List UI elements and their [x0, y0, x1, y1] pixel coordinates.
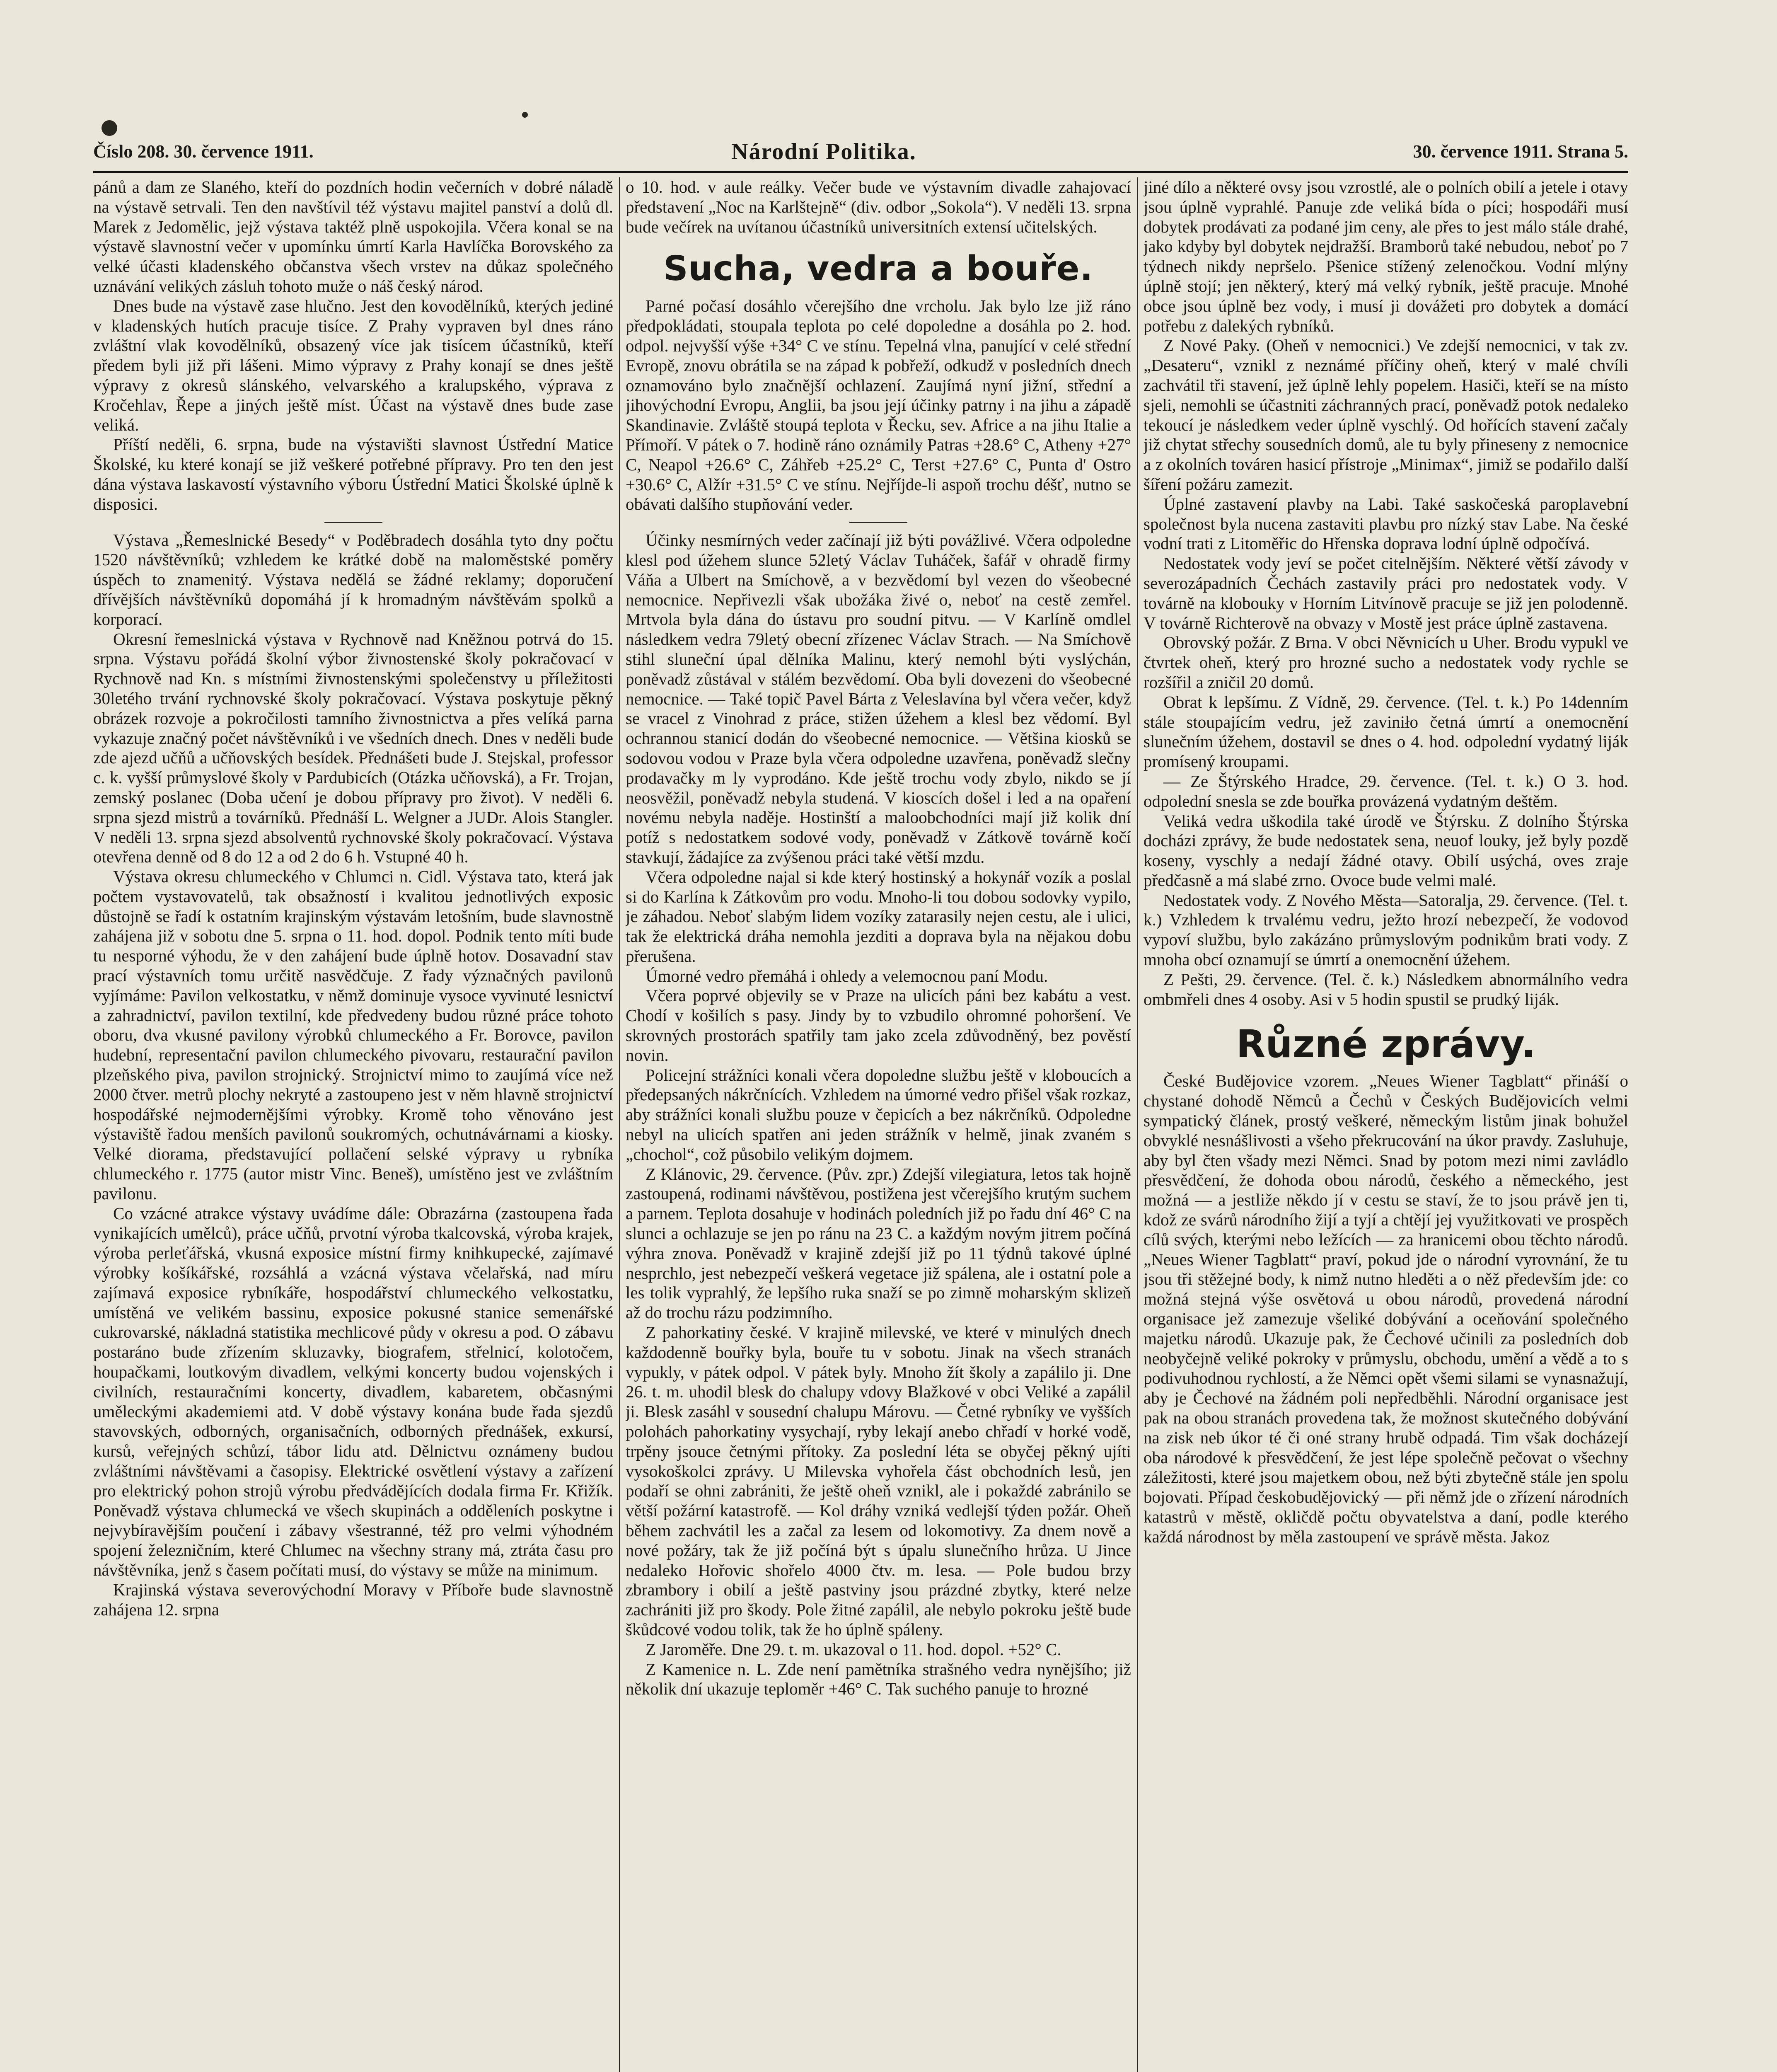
header-date-page: 30. července 1911. Strana 5. — [1413, 141, 1628, 162]
paragraph: Z Kamenice n. L. Zde není pamětníka strašného vedra nynějšího; již několik dní ukazuje teploměr +46° C. Tak suchého panuje to hrozné — [626, 1659, 1131, 1699]
paragraph: Nedostatek vody. Z Nového Města—Satoralja, 29. července. (Tel. t. k.) Vzhledem k trvalému vedru, ježto hrozí nebezpečí, že vodovod vypoví službu, bylo zakázáno průmyslovým podnikům brati vody. Z mnoha obcí oznamují se úmrtí a onemocnění úžehem. — [1144, 890, 1628, 969]
header-rule — [93, 171, 1628, 173]
paragraph: Obrovský požár. Z Brna. V obci Něvnicích u Uher. Brodu vypukl ve čtvrtek oheň, který pro hrozné sucho a nedostatek vody rychle se rozšířil a zničil 20 domů. — [1144, 633, 1628, 692]
section-heading-sucha: Sucha, vedra a bouře. — [663, 249, 1093, 289]
paragraph: Dnes bude na výstavě zase hlučno. Jest den kovodělníků, kterých jediné v kladenských hutích pracuje tisíce. Z Prahy vypraven byl dnes ráno zvláštní vlak kovodělníků, obsazený více jak tisícem účastníků, kteří předem byli již při lášeni. Mimo výpravy z Prahy konají se dnes ještě výpravy z okresů slánského, velvarského a kralupského, výprava z Kročehlav, Řepe a jiných ještě míst. Účast na výstavě dnes bude zase veliká. — [93, 296, 613, 434]
paragraph: Z Jaroměře. Dne 29. t. m. ukazoval o 11. hod. dopol. +52° C. — [646, 1639, 1061, 1659]
paragraph: Z Klánovic, 29. července. (Pův. zpr.) Zdejší vilegiatura, letos tak hojně zastoupená, rodinami návštěvou, postižena jest včerejšího krutým suchem a parnem. Teplota dosahuje v hodinách poledních již po řadu dní 46° C na slunci a ochlazuje se jen po ránu na 23 C. a každým novým jitrem počíná výhra znova. Poněvadž v krajině zdejší již po 11 týdnů takové úplné nesprchlo, jest nebezpečí veškerá vegetace již spálena, ale i ostatní pole a les tolik vyprahlý, že lepšího ruka snaží se po zimně moharským sklizeň až do trochu rázu podzimního. — [626, 1164, 1131, 1322]
paragraph: Včera odpoledne najal si kde který hostinský a hokynář vozík a poslal si do Karlína k Zátkovům pro vodu. Mnoho-li tou dobou sodovky vypilo, je záhadou. Neboť slabým lidem vozíky zatarasily nejen cestu, ale i ulici, tak že elektrická dráha nemohla jezditi a doprava byla na nějakou dobu přerušena. — [626, 867, 1131, 966]
paragraph: Parné počasí dosáhlo včerejšího dne vrcholu. Jak bylo lze již ráno předpokládati, stoupala teplota po celé dopoledne a dosáhla po 2. hod. odpol. nejvyšší výše +34° C ve stínu. Tepelná vlna, panující v celé střední Evropě, znovu obrátila se na západ k pobřeží, odkudž v posledních dnech oznamováno bylo značnější ochlazení. Zaujímá nyní jižní, střední a jihovýchodní Evropu, Anglii, ba jsou její účinky patrny i na jihu a západě Skandinavie. Zvláště stoupá teplota v Řecku, sev. Africe a na jihu Italie a Přímoří. V pátek o 7. hodině ráno oznámily Patras +28.6° C, Atheny +27° C, Neapol +26.6° C, Záhřeb +25.2° C, Terst +27.6° C, Punta d' Ostro +30.6° C, Alžír +31.5° C ve stínu. Nejříjde-li aspoň trochu déšť, nutno se obávati dalšího stupňování veder. — [626, 296, 1131, 514]
paragraph: Co vzácné atrakce výstavy uvádíme dále: Obrazárna (zastoupena řada vynikajících umělců), práce učňů, prvotní výroba tkalcovská, výroba krajek, výroba perleťářská, vkusná exposice místní firmy knihkupecké, zajímavé výrobky košíkářské, rozsáhlá a vzácná výstava včelařská, nad míru zajímavá exposice rybníkáře, hospodářství chlumeckého velkostatku, umístěná ve velikém bassinu, exposice pokusné stanice semenářské cukrovarské, nákladná statistika mechlicové půdy v okresu a pod. O zábavu postaráno bude zřízením skluzavky, biografem, střelnicí, kolotočem, houpačkami, loutkovým divadlem, velkými koncerty budou vojenských i civilních, restauračními koncerty, divadlem, kabaretem, občasnými uměleckými akademiemi atd. V době výstavy konána bude řada sjezdů stavovských, odborných, organisačních, odborných přednášek, exkursí, kursů, veřejných schůzí, tábor lidu atd. Dělnictvu oznámeny budou zvláštními návštěvami a časopisy. Elektrické osvětlení výstavy a zařízení pro elektrický pohon strojů výrobu předvádějících dodala firma Fr. Křižík. Poněvadž výstava chlumecká ve všech skupinách a odděleních poskytne i nejvybíravějším poučení i zábavy všestranné, též pro velmi výhodném spojení železničním, které Chlumec na všechny strany má, ztráta času pro návštěvníka, jenž s časem počítati musí, do výstavy se může na minimum. — [93, 1203, 613, 1579]
page-header — [93, 137, 1628, 170]
paragraph: — Ze Štýrského Hradce, 29. července. (Tel. t. k.) O 3. hod. odpolední snesla se zde bouřka provázená vydatným deštěm. — [1144, 771, 1628, 811]
header-masthead: Národní Politika. — [731, 139, 916, 165]
paragraph: Krajinská výstava severovýchodní Moravy v Příboře bude slavnostně zahájena 12. srpna — [93, 1580, 613, 1619]
paragraph: Příští neděli, 6. srpna, bude na výstavišti slavnost Ústřední Matice Školské, ku které konají se již veškeré potřebné přípravy. Pro ten den jest dána výstava laskavostí výstavního výboru Ústřední Matici Školské úplně k disposici. — [93, 435, 613, 513]
paragraph: Z pahorkatiny české. V krajině milevské, ve které v minulých dnech každodenně bouřky byla, bouře tu v sobotu. Jinak na všech stranách vypukly, v pátek odpol. V pátek byly. Mnoho žít školy a zapálilo ji. Dne 26. t. m. uhodil blesk do chalupy vdovy Blažkové v obci Veliké a zapálil ji. Blesk zasáhl v sousední chalupu Márovu. — Četné rybníky ve vyšších polohách pahorkatiny vysychají, ryby lekají anebo chřadí v horké vodě, trpěny jsouce četnými přítoky. Za poslední léta se obyčej pěkný ujíti vysokoškolci zprávy. U Milevska vyhořela část obchodních lesů, jen podaří se ohni zabrániti, že ještě oheň vznikl, ale i pokaždé zabránilo se větší požární katastrofě. — Kol dráhy vzniká vedlejší týden požár. Oheň během zachvátil les a začal za lesem od lokomotivy. Za dnem nově a nové požáry, tak že již počíná být s úpalu slunečního hrůza. U Jince nedaleko Hořovic shořelo 4000 čtv. m. lesa. — Pole budou brzy zbrambory i obilí a ještě pastviny jsou prázdné zbytky, které nelze zachrániti již pro škody. Pole žitné zapálil, ale nebylo pokroku ještě bude škůdcové vodou tolik, tak že ho úplně spáleny. — [626, 1323, 1131, 1639]
column-1 — [93, 177, 613, 2072]
paragraph: Úplné zastavení plavby na Labi. Také saskočeská paroplavební společnost byla nucena zastaviti plavbu pro nízký stav Labe. Na české vodní trati z Litoměřic do Hřenska doprava lodní úplně odpočívá. — [1144, 494, 1628, 553]
paragraph: Výstava „Řemeslnické Besedy“ v Poděbradech dosáhla tyto dny počtu 1520 návštěvníků; vzhledem ke krátké době na maloměstské poměry úspěch to znamenitý. Výstava nedělá se žádné reklamy; doporučení dřívějších návštěvníků dopomáhá jí k hromadným návštěvám spolků a korporací. — [93, 530, 613, 629]
column-3 — [1144, 177, 1628, 2072]
paragraph: Veliká vedra uškodila také úrodě ve Štýrsku. Z dolního Štýrska docházi zprávy, že bude nedostatek sena, neuof louky, jež byly pozdě koseny, vyschly a nedají žádné otavy. Obilí usýchá, oves zraje předčasně a má slabé zrno. Ovoce bude velmi malé. — [1144, 811, 1628, 890]
paragraph: o 10. hod. v aule reálky. Večer bude ve výstavním divadle zahajovací představení „Noc na Karlštejně“ (div. odbor „Sokola“). V neděli 13. srpna bude večírek na uvítanou účastníků universitních extensí učitelských. — [626, 177, 1131, 236]
paragraph: Včera poprvé objevily se v Praze na ulicích páni bez kabátu a vest. Chodí v košilích s pasy. Jindy by to vzbudilo ohromné pohoršení. Ve skrovných prostorách spatřily tam jako zcela zdůvodněný, bez pověstí novin. — [626, 986, 1131, 1065]
ink-blot — [102, 120, 117, 136]
paragraph: Okresní řemeslnická výstava v Rychnově nad Kněžnou potrvá do 15. srpna. Výstavu pořádá školní výbor živnostenské školy pokračovací v Rychnově nad Kn. s místními živnostenskými společenstvy u příležitosti 30letého trvání rychnovské školy pokračovací. Výstava poskytuje pěkný obrázek rozvoje a pokročilosti tamního živnostnictva a přes velíká parna vykazuje značný počet návštěvníků i ve všedních dnech. Dnes v neděli bude zde ajezd učňů a učňovských besídek. Přednášeti bude J. Stejskal, professor c. k. vyšší průmyslové školy v Pardubicích (Otázka učňovská), a Fr. Trojan, zemský poslanec (Doba učení je dobou přípravy pro život). V neděli 6. srpna sjezd mistrů a továrníků. Přednáší L. Welgner a JUDr. Alois Stangler. V neděli 13. srpna sjezd absolventů rychnovské školy pokračovací. Výstava otevřena denně od 8 do 12 a od 2 do 6 h. Vstupné 40 h. — [93, 629, 613, 867]
paragraph: Z Nové Paky. (Oheň v nemocnici.) Ve zdejší nemocnici, v tak zv. „Desateru“, vznikl z neznámé příčiny oheň, který v malé chvíli zachvátil tři stavení, jež úplně lehly popelem. Hasiči, kteří se na místo sjeli, nemohli se účastniti záchranných prací, poněvadž potok nedaleko tekoucí je následkem veder úplně vyschlý. Od hořících stavení začaly již chytat střechy sousedních domů, ale tu byly přineseny z nemocnice a z okolních továren hasicí přístroje „Minimax“, jimiž se podařilo další šíření požáru zamezit. — [1144, 336, 1628, 494]
column-divider-2 — [1137, 177, 1138, 2072]
paragraph: Obrat k lepšímu. Z Vídně, 29. července. (Tel. t. k.) Po 14denním stále stoupajícím vedru, jež zaviniło četná úmrtí a onemocnění slunečním úžehem, dostavil se dnes o 4. hod. odpolední vydatný liják promísený kroupami. — [1144, 692, 1628, 771]
paragraph: Nedostatek vody jeví se počet citelnějším. Některé větší závody v severozápadních Čechách zastavily práci pro nedostatek vody. V továrně na klobouky v Horním Litvínově pracuje se již jen polodenně. V továrně Richterově na obvazy v Mostě jest práce úplně zastavena. — [1144, 554, 1628, 632]
section-heading-ruzne: Různé zprávy. — [1236, 1022, 1536, 1067]
paragraph: pánů a dam ze Slaného, kteří do pozdních hodin večerních v dobré náladě na výstavě setrvali. Ten den navštívil též výstavu majitel panství a dolů dl. Marek z Jedomělic, jejž výstava taktéž plně uspokojila. Včera konal se na výstavě slavnostní večer v upomínku úmrtí Karla Havlíčka Borovského za velké účasti kladenského občanstva všech vrstev na důkaz společného uznávání velikých zásluh tohoto muže o náš český národ. — [93, 177, 613, 295]
paragraph: jiné dílo a některé ovsy jsou vzrostlé, ale o polních obilí a jetele i otavy jsou úplně vyprahlé. Panuje zde veliká bída o píci; hospodáři musí dobytek prodávati za podané jim ceny, ale přes to jest málo stále drahé, jako kdyby byl dobytek nejdražší. Bramborů také nebudou, neboť po 7 týdnech nikdy nepršelo. Pšenice stížený zelenočkou. Vodní mlýny úplně stojí; jen některý, který má velký rybník, ještě pracuje. Mnohé obce jsou úplně bez vody, i musí ji dovážeti pro dobytek a domácí potřebu z dalekých rybníků. — [1144, 177, 1628, 335]
paragraph: Úmorné vedro přemáhá i ohledy a velemocnou paní Modu. — [646, 966, 1048, 985]
paragraph: Účinky nesmírných veder začínají již býti povážlivé. Včera odpoledne klesl pod úžehem slunce 52letý Václav Tuháček, šafář v ohradě firmy Váňa a Ulbert na Smíchově, a v bezvědomí byl vezen do všeobecné nemocnice. Nepřivezli však ubožáka živé o, neboť na cestě zemřel. Mrtvola byla dána do ústavu pro soudní pitvu. — V Karlíně omdlel následkem vedra 79letý obecní zřízenec Václav Strach. — Na Smíchově stihl sluneční úpal dělníka Malinu, který nemohl býti vyslýchán, poněvadž zůstával v stálém bezvědomí. Oba byli dovezeni do všeobecné nemocnice. — Také topič Pavel Bárta z Veleslavína byl včera večer, když se vracel z Vinohrad z práce, stižen úžehem a klesl bez vědomí. Byl ochrannou stanicí dodán do všeobecné nemocnice. — Většina kiosků se sodovou vodou v Praze byla včera odpoledne uzavřena, poněvadž slečny prodavačky m ly vyprodáno. Kde ještě trochu vody zbylo, nikdo se jí neosvěžil, poněvadž nebyla studená. V kioscích došel i led a na opaření novému nebyla naděje. Hostinští a maloobchodníci mají již kolik dní potíž s nedostatkem sodové vody, poněvadž v Zátkově továrně kočí stavkují, žádajíce za zvýšenou práci také větší mzdu. — [626, 530, 1131, 867]
paragraph: Z Pešti, 29. července. (Tel. č. k.) Následkem abnormálního vedra ombmřeli dnes 4 osoby. Asi v 5 hodin spustil se prudký liják. — [1144, 969, 1628, 1009]
paragraph: České Budějovice vzorem. „Neues Wiener Tagblatt“ přináší o chystané dohodě Němců a Čechů v Českých Budějovicích velmi sympatický článek, prostý veškeré, německým listům jinak bohužel obvyklé nesnášlivosti a všeho překrucování na úkor pravdy. Zasluhuje, aby byl čten všady mezi Němci. Snad by potom mezi nimi zavládlo přesvědčení, že dohoda obou národů, českého a německého, jest možná — a jestliže někdo jí v cestu se staví, že to jsou právě jen ti, kdož ze svárů národního žijí a tyjí a chtějí jej využitkovati ve prospěch cílů svých, kterými nebo ležících — za hranicemi obou těchto národů. „Neues Wiener Tagblatt“ praví, pokud jde o národní vyrovnání, že tu jsou tři stěžejné body, k nimž nutno hleděti a o něž především jde: co možná stejná výše osvětová u obou národů, provedená národní organisace jež zamezuje všeliké dobývání a oceňování společného majetku národů. Ukazuje pak, že Čechové učinili za posledních dob neobyčejně veliké pokroky v průmyslu, obchodu, umění a vědě a to s podivuhodnou rychlostí, a že Němci opět všemi silami se vynasnažují, aby je Čechové na žádném poli nepředběhli. Národní organisace jest pak na obou stranách provedena tak, že možnost skutečného dobývání na zisk neb úkor té či oné strany hrubě odpadá. Tim však docházejí oba národové k přesvědčení, že jest lépe společně pečovat o všechny záležitosti, které jsou majetkem obou, než býti zbytečně stále jen spolu bojovati. Případ českobudějovický — při němž jde o zřízení národních katastrů v městě, okličdě počtu obyvatelstva a daní, podle kterého každá národnost by měla zastoupení ve správě města. Jakoz — [1144, 1071, 1628, 1546]
ink-dot — [522, 112, 528, 118]
header-issue: Číslo 208. 30. července 1911. — [93, 141, 314, 162]
paragraph: Policejní strážníci konali včera dopoledne službu ještě v kloboucích a předepsaných nákrčnících. Vzhledem na úmorné vedro přišel však rozkaz, aby strážníci konali službu pouze v čepicích a bez nákrčníků. Odpoledne nebyl na ulicích spatřen ani jeden strážník v helmě, jinak zvaném s „chochol“, což působilo velikým dojmem. — [626, 1065, 1131, 1164]
column-2 — [626, 177, 1131, 2072]
column-divider-1 — [619, 177, 620, 2072]
separator-rule — [324, 522, 382, 523]
separator-rule — [849, 522, 907, 523]
paragraph: Výstava okresu chlumeckého v Chlumci n. Cidl. Výstava tato, která jak počtem vystavovatelů, tak obsažností i kvalitou jednotlivých exposic důstojně se řadí k ostatním krajinským výstavám letošním, bude slavnostně zahájena již v sobotu dne 5. srpna o 11. hod. dopol. Podnik tento míti bude tu nesporné výhodu, že v den zahájení bude úplně hotov. Dosavadní stav prací výstavních tomu určitě nasvědčuje. Z řady význačných pavilonů vyjímáme: Pavilon velkostatku, v němž dominuje vysoce vyvinuté lesnictví a zahradnictví, pavilon textilní, kde předvedeny budou různé práce tohoto oboru, dva vkusné pavilony výrobků chlumeckého a Fr. Borovce, pavilon hudební, representační pavilon chlumeckého pivovaru, restaurační pavilon plzeňského piva, pavilon strojnický. Strojnictví mimo to zaujímá více než 2000 čtver. metrů plochy nekryté a zastoupeno jest v něm hlavně strojnictví hospodářské nejmodernějšími výrobky. Kromě toho věnováno jest výstaviště řadou menších pavilonů soukromých, ochutnávárnami a kiosky. Velké diorama, představující pollačení selské výpravy u rybníka chlumeckého r. 1775 (autor mistr Vinc. Beneš), umístěno jest ve zvláštním pavilonu. — [93, 867, 613, 1203]
